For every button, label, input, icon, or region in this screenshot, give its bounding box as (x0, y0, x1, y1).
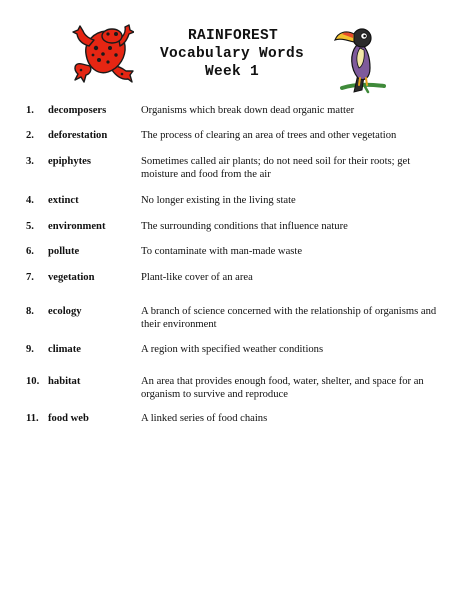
entry-term: food web (48, 413, 89, 424)
entry-number: 1. (26, 105, 34, 116)
entry-term: ecology (48, 306, 82, 317)
entry-definition: To contaminate with man-made waste (141, 246, 303, 257)
entry-definition: A region with specified weather conditions (141, 344, 324, 355)
entry-number: 4. (26, 195, 34, 206)
entry-number: 2. (26, 130, 34, 141)
entry-number: 3. (26, 156, 34, 167)
entry-term: vegetation (48, 272, 95, 283)
entry-term: environment (48, 221, 106, 232)
entry-number: 10. (26, 376, 40, 387)
entry-number: 7. (26, 272, 34, 283)
entry-definition: Plant-like cover of an area (141, 272, 253, 283)
entry-definition: An area that provides enough food, water, shelter, and space for an organism to survive and reproduce (141, 376, 424, 400)
entry-definition: A branch of science concerned with the relationship of organisms and their environment (141, 306, 437, 330)
header-subtitle: Vocabulary Words (159, 46, 305, 62)
entry-number: 9. (26, 344, 34, 355)
entry-term: pollute (48, 246, 80, 257)
entry-term: climate (48, 344, 81, 355)
entry-definition: No longer existing in the living state (141, 195, 296, 206)
entry-number: 8. (26, 306, 34, 317)
entry-term: decomposers (48, 105, 107, 116)
entry-number: 11. (26, 413, 39, 424)
entry-definition: A linked series of food chains (141, 413, 268, 424)
entry-term: habitat (48, 376, 81, 387)
entry-definition: The surrounding conditions that influence nature (141, 221, 348, 232)
entry-number: 6. (26, 246, 34, 257)
entry-term: epiphytes (48, 156, 91, 167)
header-week: Week 1 (204, 64, 259, 80)
header-title: RAINFOREST (187, 28, 278, 44)
entry-term: extinct (48, 195, 79, 206)
entry-term: deforestation (48, 130, 108, 141)
entry-number: 5. (26, 221, 34, 232)
entry-definition: Organisms which break down dead organic matter (141, 105, 355, 116)
entry-definition: The process of clearing an area of trees and other vegetation (141, 130, 397, 141)
entry-definition: Sometimes called air plants; do not need soil for their roots; get moisture and food from the air (141, 156, 411, 180)
